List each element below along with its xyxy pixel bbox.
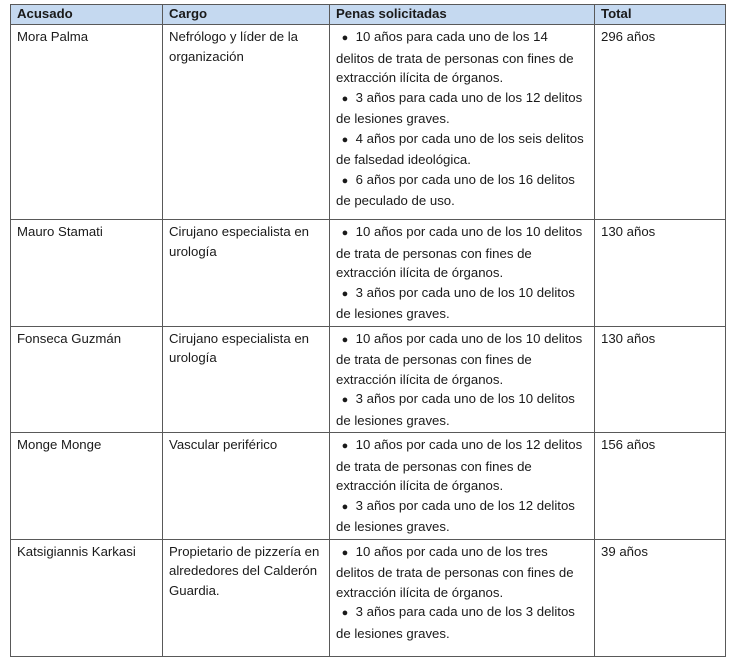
bullet-icon: ● xyxy=(341,174,349,187)
table-row xyxy=(11,433,726,540)
penalties-table xyxy=(10,4,726,657)
pena-text: 3 años para cada uno de los 12 delitos de lesiones graves. xyxy=(336,89,583,126)
penas-list xyxy=(336,27,588,211)
pena-text: 10 años por cada uno de los tres delitos de trata de personas con fines de extracción ilícita de órganos. xyxy=(336,543,574,600)
list-item xyxy=(336,602,588,643)
bullet-icon: ● xyxy=(341,394,349,406)
list-item xyxy=(336,129,588,170)
bullet-icon: ● xyxy=(341,500,349,513)
pena-text: 6 años por cada uno de los 16 delitos de peculado de uso. xyxy=(336,171,575,208)
pena-text: 3 años por cada uno de los 10 delitos de lesiones graves. xyxy=(336,284,575,321)
bullet-icon: ● xyxy=(341,333,349,346)
cell-penas xyxy=(330,326,595,433)
list-item xyxy=(336,329,588,390)
header-row xyxy=(11,5,726,25)
cell-total: 39 años xyxy=(595,539,726,656)
cell-total: 130 años xyxy=(595,220,726,327)
list-item xyxy=(336,542,588,603)
bullet-icon: ● xyxy=(341,287,349,300)
pena-text: 3 años por cada uno de los 12 delitos de lesiones graves. xyxy=(336,497,575,534)
header-cargo: Cargo xyxy=(163,5,330,25)
penas-list xyxy=(336,329,588,431)
cell-acusado: Mauro Stamati xyxy=(11,220,163,327)
cell-total: 156 años xyxy=(595,433,726,540)
list-item xyxy=(336,170,588,211)
cell-acusado: Mora Palma xyxy=(11,25,163,220)
cell-penas xyxy=(330,539,595,656)
pena-text: 3 años por cada uno de los 10 delitos de lesiones graves. xyxy=(336,391,575,428)
pena-text: 3 años para cada uno de los 3 delitos de lesiones graves. xyxy=(336,604,575,641)
cell-cargo: Propietario de pizzería en alrededores del Calderón Guardia. xyxy=(163,539,330,656)
bullet-icon: ● xyxy=(341,546,349,559)
bullet-icon: ● xyxy=(341,607,349,619)
pena-text: 10 años por cada uno de los 12 delitos de trata de personas con fines de extracción ilícita de órganos. xyxy=(336,437,583,493)
bullet-icon: ● xyxy=(341,227,349,239)
pena-text: 10 años por cada uno de los 10 delitos de trata de personas con fines de extracción ilícita de órganos. xyxy=(336,224,583,280)
cell-acusado: Fonseca Guzmán xyxy=(11,326,163,433)
cell-total: 296 años xyxy=(595,25,726,220)
cell-penas xyxy=(330,433,595,540)
bullet-icon: ● xyxy=(341,92,349,105)
pena-text: 4 años por cada uno de los seis delitos de falsedad ideológica. xyxy=(336,130,584,167)
list-item xyxy=(336,27,588,88)
table-row xyxy=(11,539,726,656)
list-item xyxy=(336,389,588,430)
cell-cargo: Cirujano especialista en urología xyxy=(163,326,330,433)
cell-penas xyxy=(330,25,595,220)
cell-cargo: Cirujano especialista en urología xyxy=(163,220,330,327)
list-item xyxy=(336,496,588,537)
header-acusado: Acusado xyxy=(11,5,163,25)
cell-penas xyxy=(330,220,595,327)
cell-total: 130 años xyxy=(595,326,726,433)
bullet-icon: ● xyxy=(341,32,349,44)
list-item xyxy=(336,88,588,129)
bullet-icon: ● xyxy=(341,133,349,146)
list-item xyxy=(336,435,588,496)
pena-text: 10 años para cada uno de los 14 delitos de trata de personas con fines de extracción ilícita de órganos. xyxy=(336,29,574,85)
penas-list xyxy=(336,435,588,537)
pena-text: 10 años por cada uno de los 10 delitos de trata de personas con fines de extracción ilícita de órganos. xyxy=(336,330,583,387)
list-item xyxy=(336,283,588,324)
cell-cargo: Nefrólogo y líder de la organización xyxy=(163,25,330,220)
header-total: Total xyxy=(595,5,726,25)
table-body xyxy=(11,25,726,657)
table-header xyxy=(11,5,726,25)
penas-list xyxy=(336,542,588,644)
table-row xyxy=(11,220,726,327)
cell-acusado: Katsigiannis Karkasi xyxy=(11,539,163,656)
bullet-icon: ● xyxy=(341,440,349,452)
table-row xyxy=(11,25,726,220)
penas-list xyxy=(336,222,588,324)
cell-acusado: Monge Monge xyxy=(11,433,163,540)
list-item xyxy=(336,222,588,283)
header-penas: Penas solicitadas xyxy=(330,5,595,25)
table-row xyxy=(11,326,726,433)
cell-cargo: Vascular periférico xyxy=(163,433,330,540)
